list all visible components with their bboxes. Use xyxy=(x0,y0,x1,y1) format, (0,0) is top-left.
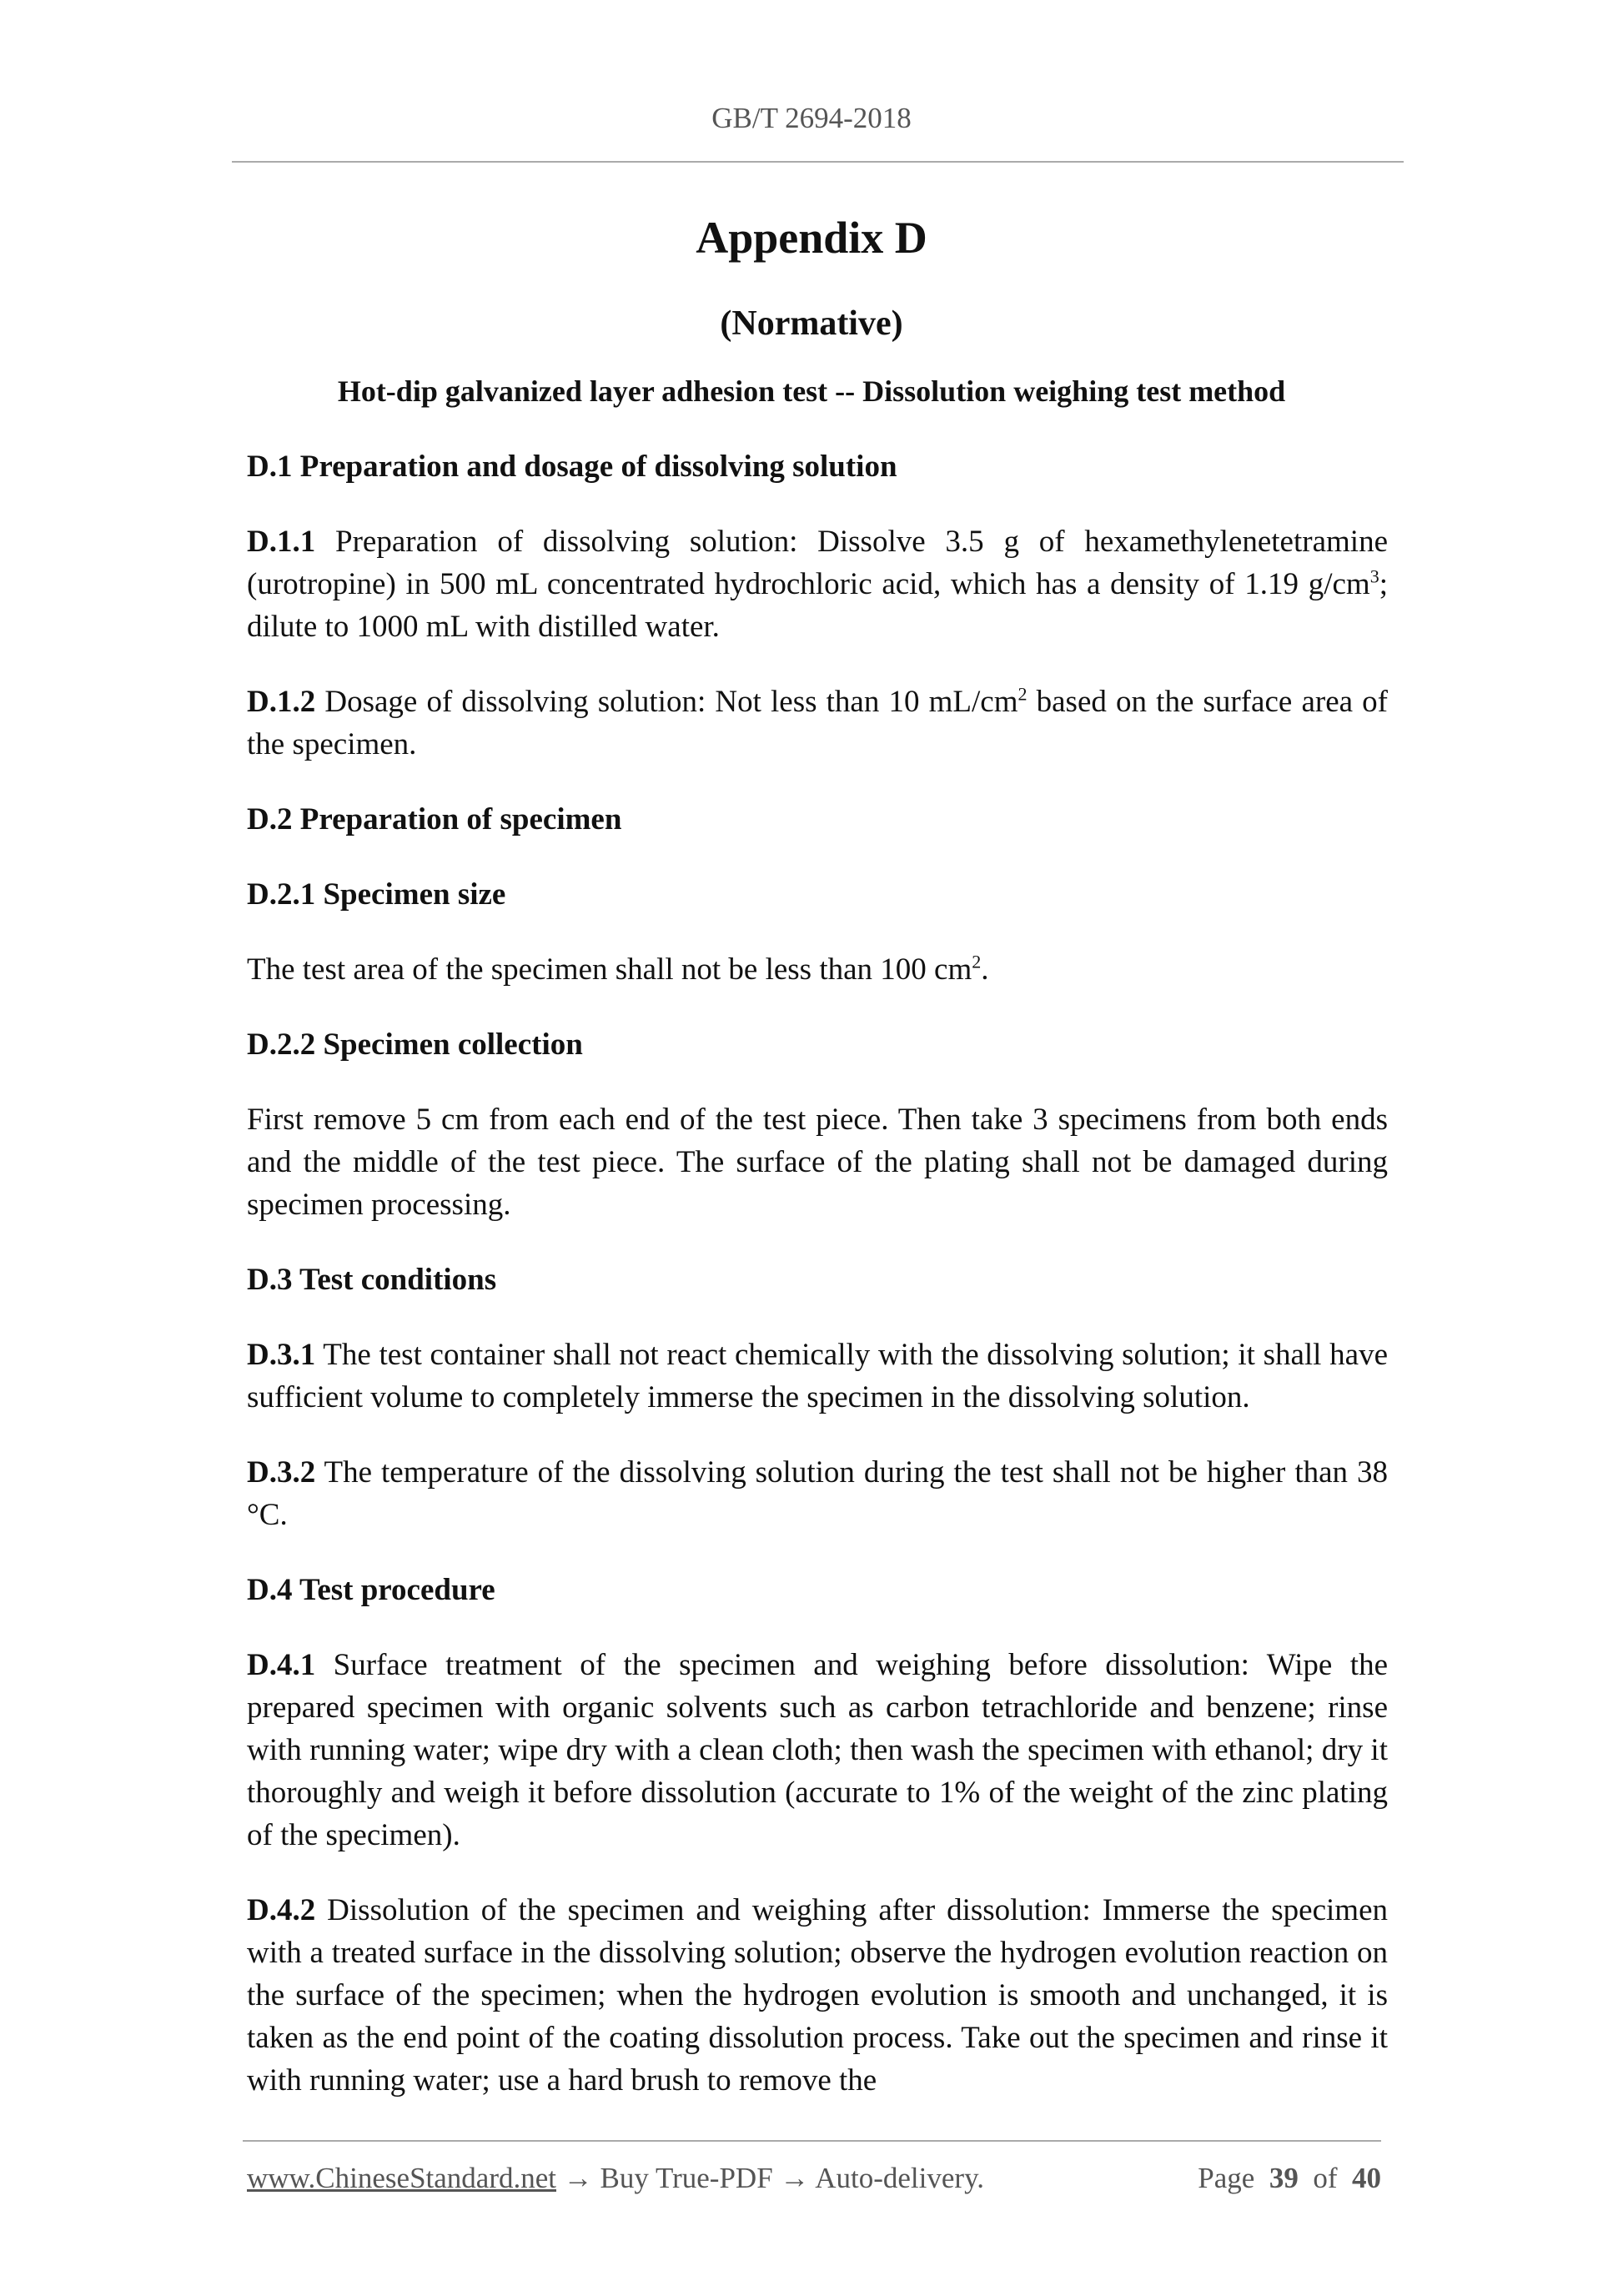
clause-number: D.4.2 xyxy=(247,1893,316,1927)
superscript: 2 xyxy=(1018,683,1028,705)
section-heading-d4: D.4 Test procedure xyxy=(247,1573,495,1607)
arrow-right-icon: → xyxy=(780,2162,810,2194)
section-heading-d2-1: D.2.1 Specimen size xyxy=(247,877,506,912)
clause-text: ; dilute to 1000 mL with distilled water. xyxy=(247,567,1388,644)
clause-d4-2 xyxy=(247,1889,1388,2102)
arrow-right-icon: → xyxy=(563,2162,593,2194)
clause-text: Surface treatment of the specimen and weighing before dissolution: Wipe the prepared specimen with organic solvents such as carbon tetrachloride and benzene; rinse with running water; wipe dry with a clean cloth; then wash the specimen with ethanol; dry it thoroughly and weigh it before dissolution (accurate to 1% of the weight of the zinc plating of the specimen). xyxy=(247,1648,1388,1852)
header-divider xyxy=(232,161,1404,163)
clause-d2-1 xyxy=(247,948,1388,991)
clause-d1-1 xyxy=(247,520,1388,648)
total-pages: 40 xyxy=(1352,2162,1381,2194)
page-footer xyxy=(247,2162,1381,2195)
clause-text: The test area of the specimen shall not be less than 100 cm xyxy=(247,952,972,987)
section-heading-d2: D.2 Preparation of specimen xyxy=(247,802,622,837)
clause-d3-2 xyxy=(247,1451,1388,1536)
clause-text: Dosage of dissolving solution: Not less than 10 mL/cm xyxy=(315,685,1018,719)
clause-d1-2 xyxy=(247,681,1388,766)
clause-number: D.1.2 xyxy=(247,685,316,719)
superscript: 3 xyxy=(1369,565,1379,587)
footer-delivery-text: Auto-delivery. xyxy=(809,2162,985,2194)
section-heading-d1: D.1 Preparation and dosage of dissolving solution xyxy=(247,450,897,484)
clause-number: D.3.1 xyxy=(247,1338,316,1372)
section-heading-d3: D.3 Test conditions xyxy=(247,1263,497,1297)
footer-divider xyxy=(243,2140,1381,2142)
clause-d3-1 xyxy=(247,1334,1388,1419)
appendix-type: (Normative) xyxy=(720,304,903,343)
page-label: Page xyxy=(1198,2162,1255,2194)
clause-text: Preparation of dissolving solution: Dissolve 3.5 g of hexamethylenetetramine (urotropine) in 500 mL concentrated hydrochloric acid, which has a density of 1.19 g/cm xyxy=(247,525,1388,601)
footer-promo xyxy=(247,2162,984,2195)
clause-text: The temperature of the dissolving solution during the test shall not be higher than 38 °C. xyxy=(247,1455,1388,1532)
clause-d4-1 xyxy=(247,1644,1388,1856)
clause-d2-2: First remove 5 cm from each end of the test piece. Then take 3 specimens from both ends and the middle of the test piece. The surface of the plating shall not be damaged during specimen processing. xyxy=(247,1103,1388,1222)
clause-text: The test container shall not react chemically with the dissolving solution; it shall have sufficient volume to completely immerse the specimen in the dissolving solution. xyxy=(247,1338,1388,1414)
section-heading-d2-2: D.2.2 Specimen collection xyxy=(247,1027,583,1062)
clause-number: D.3.2 xyxy=(247,1455,316,1490)
document-body xyxy=(247,445,1388,2134)
appendix-title: Appendix D xyxy=(696,213,927,263)
clause-text: Dissolution of the specimen and weighing after dissolution: Immerse the specimen with a treated surface in the dissolving solution; observe the hydrogen evolution reaction on the surface of the specimen; when the hydrogen evolution is smooth and unchanged, it is taken as the end point of the coating dissolution process. Take out the specimen and rinse it with running water; use a hard brush to remove the xyxy=(247,1893,1388,2098)
website-link[interactable]: www.ChineseStandard.net xyxy=(247,2162,556,2194)
clause-number: D.4.1 xyxy=(247,1648,316,1682)
superscript: 2 xyxy=(972,951,982,972)
appendix-subtitle: Hot-dip galvanized layer adhesion test -- Dissolution weighing test method xyxy=(337,374,1286,408)
clause-text: based on the surface area of the specimen. xyxy=(247,685,1388,761)
footer-buy-text: Buy True-PDF xyxy=(592,2162,781,2194)
current-page: 39 xyxy=(1269,2162,1299,2194)
clause-text: . xyxy=(981,952,989,987)
clause-number: D.1.1 xyxy=(247,525,316,559)
page-indicator xyxy=(1198,2162,1381,2195)
document-id-header: GB/T 2694-2018 xyxy=(711,102,912,134)
of-label: of xyxy=(1313,2162,1338,2194)
